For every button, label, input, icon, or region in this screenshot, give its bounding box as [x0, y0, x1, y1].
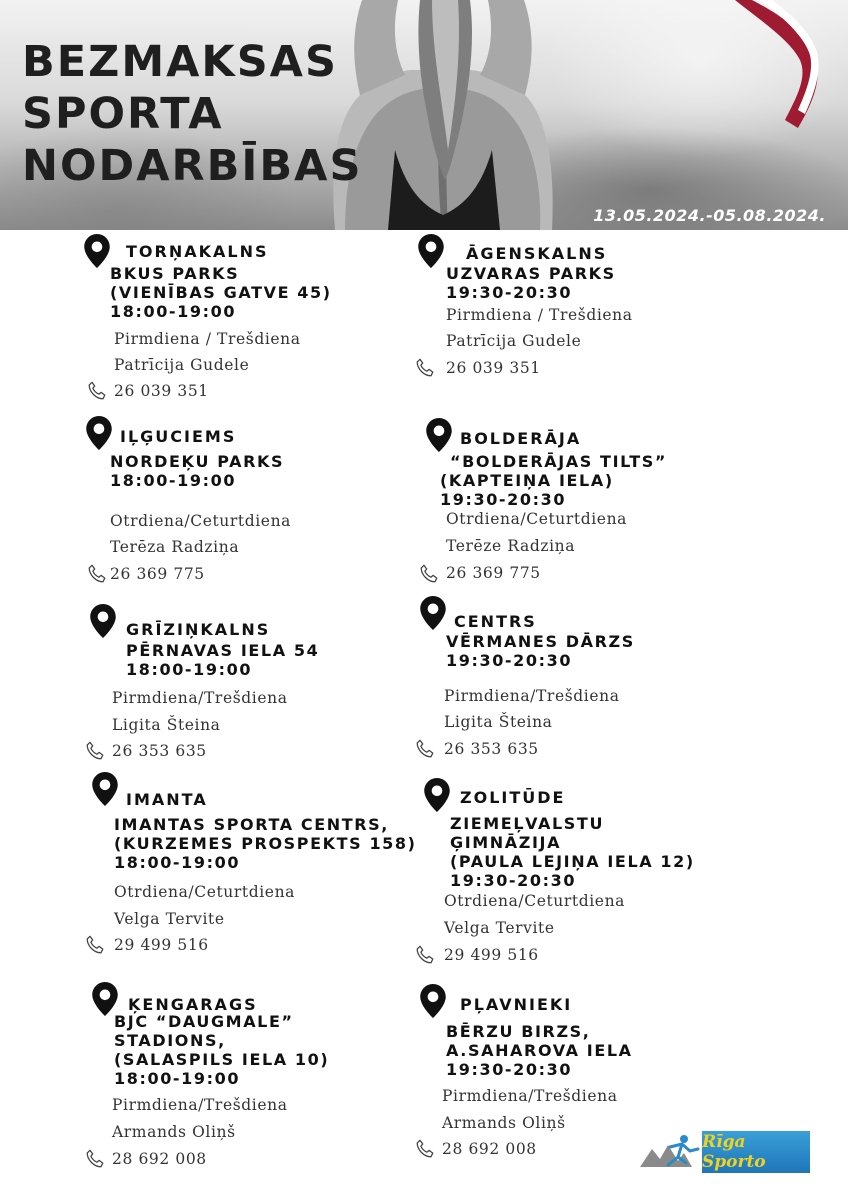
- coach-name: Ligita Šteina: [112, 716, 221, 734]
- location-address: STADIONS,: [114, 1031, 226, 1050]
- phone-icon: [84, 740, 106, 762]
- session-days: Pirmdiena/Trešdiena: [442, 1087, 618, 1105]
- coach-name: Ligita Šteina: [444, 713, 553, 731]
- riga-sporto-logo: [640, 1131, 810, 1173]
- map-pin-icon: [92, 982, 118, 1016]
- session-days: Pirmdiena / Trešdiena: [114, 330, 301, 348]
- phone-number[interactable]: 28 692 008: [442, 1140, 537, 1158]
- phone-icon: [418, 563, 440, 585]
- phone-number[interactable]: 26 353 635: [444, 740, 539, 758]
- session-days: Otrdiena/Ceturtdiena: [444, 892, 626, 910]
- session-days: Pirmdiena/Trešdiena: [112, 1096, 288, 1114]
- map-pin-icon: [418, 234, 444, 268]
- location-name: PĻAVNIEKI: [460, 995, 573, 1014]
- phone-icon: [414, 738, 436, 760]
- map-pin-icon: [92, 772, 118, 806]
- session-days: Pirmdiena/Trešdiena: [444, 687, 620, 705]
- session-days: Otrdiena/Ceturtdiena: [446, 510, 628, 528]
- phone-number[interactable]: 26 353 635: [112, 742, 207, 760]
- location-name: BOLDERĀJA: [460, 429, 582, 448]
- phone-icon: [84, 934, 106, 956]
- map-pin-icon: [420, 596, 446, 630]
- title-line: NODARBĪBAS: [22, 141, 363, 191]
- coach-name: Terēze Radziņa: [446, 537, 576, 555]
- phone-number[interactable]: 26 369 775: [110, 565, 205, 583]
- phone-icon: [414, 944, 436, 966]
- map-pin-icon: [84, 234, 110, 268]
- location-address: ZIEMEĻVALSTU: [450, 814, 605, 833]
- phone-number[interactable]: 29 499 516: [114, 936, 209, 954]
- session-days: Otrdiena/Ceturtdiena: [114, 883, 296, 901]
- page-title: [22, 36, 362, 192]
- location-address: (SALASPILS IELA 10): [114, 1050, 330, 1069]
- location-name: IĻĢUCIEMS: [120, 427, 237, 446]
- date-range: 13.05.2024.-05.08.2024.: [593, 206, 826, 225]
- title-line: BEZMAKSAS: [22, 37, 338, 87]
- phone-number[interactable]: 28 692 008: [112, 1150, 207, 1168]
- coach-name: Terēza Radziņa: [110, 538, 240, 556]
- coach-name: Patrīcija Gudele: [446, 332, 582, 350]
- session-time: 19:30-20:30: [440, 490, 567, 509]
- session-time: 19:30-20:30: [446, 651, 573, 670]
- location-address: NORDEĶU PARKS: [110, 452, 285, 471]
- location-address: BĒRZU BIRZS,: [446, 1022, 591, 1041]
- location-name: ĶENGARAGS: [128, 995, 258, 1014]
- location-name: CENTRS: [454, 612, 537, 631]
- coach-name: Velga Tervite: [114, 910, 225, 928]
- map-pin-icon: [420, 984, 446, 1018]
- header-banner: [0, 0, 848, 230]
- location-address: BJC “DAUGMALE”: [114, 1012, 294, 1031]
- phone-number[interactable]: 26 039 351: [114, 382, 209, 400]
- session-days: Pirmdiena / Trešdiena: [446, 306, 633, 324]
- location-address: UZVARAS PARKS: [446, 264, 616, 283]
- session-time: 19:30-20:30: [446, 1060, 573, 1079]
- map-pin-icon: [426, 418, 452, 452]
- title-line: SPORTA: [22, 89, 224, 139]
- location-name: TORŅAKALNS: [126, 242, 269, 261]
- location-address: VĒRMANES DĀRZS: [446, 632, 635, 651]
- location-address: PĒRNAVAS IELA 54: [126, 641, 320, 660]
- session-time: 18:00-19:00: [126, 660, 253, 679]
- map-pin-icon: [424, 778, 450, 812]
- location-address: (KURZEMES PROSPEKTS 158): [114, 834, 417, 853]
- location-address: ĢIMNĀZIJA: [450, 833, 562, 852]
- location-name: ĀGENSKALNS: [466, 244, 608, 263]
- phone-number[interactable]: 26 369 775: [446, 564, 541, 582]
- location-address: BKUS PARKS: [110, 264, 240, 283]
- location-name: ZOLITŪDE: [460, 788, 566, 807]
- phone-icon: [414, 357, 436, 379]
- logo-text: Rīga Sporto: [702, 1131, 810, 1173]
- map-pin-icon: [86, 416, 112, 450]
- session-days: Otrdiena/Ceturtdiena: [110, 512, 292, 530]
- phone-icon: [84, 1148, 106, 1170]
- location-address: IMANTAS SPORTA CENTRS,: [114, 815, 389, 834]
- location-name: GRĪZIŅKALNS: [126, 620, 271, 639]
- phone-icon: [86, 380, 108, 402]
- location-address: A.SAHAROVA IELA: [446, 1041, 633, 1060]
- location-name: IMANTA: [126, 790, 208, 809]
- phone-icon: [86, 563, 108, 585]
- session-time: 19:30-20:30: [450, 871, 577, 890]
- location-address: (VIENĪBAS GATVE 45): [110, 283, 332, 302]
- coach-name: Velga Tervite: [444, 919, 555, 937]
- session-time: 18:00-19:00: [114, 1069, 241, 1088]
- coach-name: Armands Oliņš: [112, 1123, 236, 1141]
- location-address: (KAPTEIŅA IELA): [440, 471, 614, 490]
- phone-number[interactable]: 26 039 351: [446, 359, 541, 377]
- session-time: 19:30-20:30: [446, 283, 573, 302]
- session-time: 18:00-19:00: [114, 853, 241, 872]
- location-address: (PAULA LEJIŅA IELA 12): [450, 852, 695, 871]
- runner-icon: [640, 1131, 704, 1173]
- location-address: “BOLDERĀJAS TILTS”: [450, 452, 668, 471]
- phone-icon: [414, 1138, 436, 1160]
- session-time: 18:00-19:00: [110, 471, 237, 490]
- coach-name: Patrīcija Gudele: [114, 356, 250, 374]
- session-days: Pirmdiena/Trešdiena: [112, 689, 288, 707]
- map-pin-icon: [90, 604, 116, 638]
- session-time: 18:00-19:00: [110, 302, 237, 321]
- coach-name: Armands Oliņš: [442, 1114, 566, 1132]
- phone-number[interactable]: 29 499 516: [444, 946, 539, 964]
